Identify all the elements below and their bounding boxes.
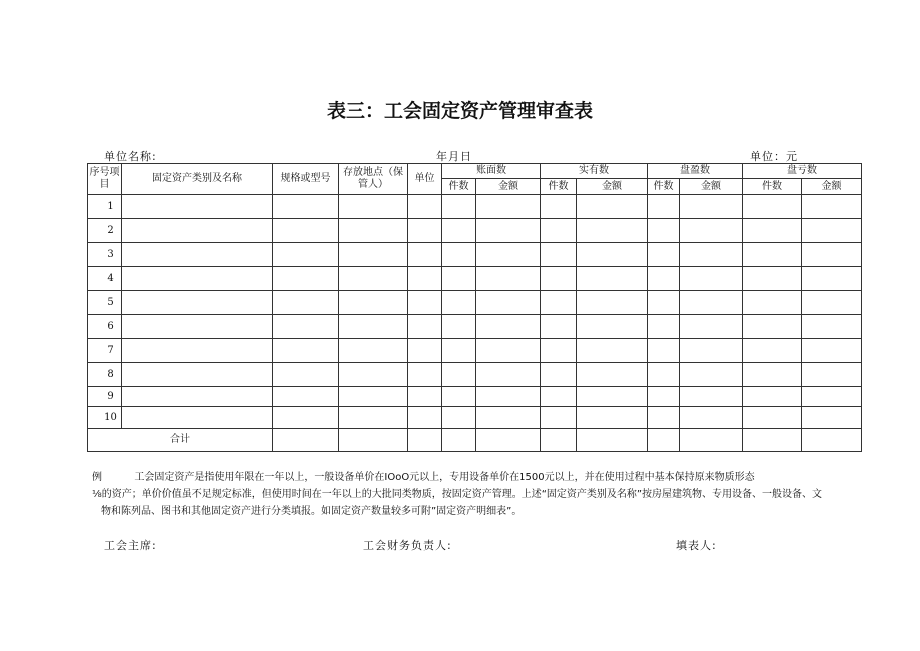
row-number: 9 [88, 387, 122, 407]
table-row [88, 407, 862, 429]
table-cell [408, 339, 442, 363]
table-cell [577, 195, 648, 219]
table-cell [408, 195, 442, 219]
unit-label: 单位：元 [750, 150, 798, 163]
header-surplus-count: 盘盈数 [648, 164, 743, 179]
row-number: 8 [88, 363, 122, 387]
table-cell [408, 219, 442, 243]
table-cell [743, 243, 802, 267]
table-cell [541, 195, 577, 219]
table-cell [802, 339, 862, 363]
table-cell [408, 363, 442, 387]
row-number: 4 [88, 267, 122, 291]
table-cell [743, 387, 802, 407]
table-cell [339, 195, 408, 219]
table-cell [273, 429, 339, 452]
table-cell [802, 195, 862, 219]
row-number: 6 [88, 315, 122, 339]
table-cell [648, 291, 680, 315]
notes-prefix: 例 [92, 472, 102, 483]
table-cell [476, 267, 541, 291]
table-cell [476, 315, 541, 339]
table-cell [541, 363, 577, 387]
table-cell [339, 429, 408, 452]
table-cell [541, 243, 577, 267]
table-cell [577, 291, 648, 315]
table-cell [476, 363, 541, 387]
subheader-amount: 金额 [680, 179, 743, 195]
table-cell [541, 315, 577, 339]
table-cell [339, 387, 408, 407]
table-cell [577, 363, 648, 387]
table-cell [122, 407, 273, 429]
table-row [88, 219, 862, 243]
table-cell [577, 407, 648, 429]
table-cell [273, 267, 339, 291]
table-cell [122, 267, 273, 291]
table-cell [122, 219, 273, 243]
table-cell [680, 291, 743, 315]
table-row [88, 387, 862, 407]
table-cell [476, 387, 541, 407]
table-cell [577, 315, 648, 339]
table-cell [577, 219, 648, 243]
subheader-qty: 件数 [648, 179, 680, 195]
table-cell [802, 315, 862, 339]
table-cell [339, 243, 408, 267]
table-cell [541, 219, 577, 243]
table-cell [122, 387, 273, 407]
table-cell [442, 407, 476, 429]
table-cell [541, 429, 577, 452]
notes [92, 469, 882, 520]
table-cell [339, 363, 408, 387]
notes-line-2: ⅛的资产；单价价值虽不足规定标准，但使用时间在一年以上的大批同类物质，按固定资产管理。上述“固定资产类别及名称”按房屋建筑物、专用设备、一般设备、文 [92, 489, 823, 500]
table-cell [743, 429, 802, 452]
table-cell [743, 407, 802, 429]
table-cell [442, 315, 476, 339]
header-book-count: 账面数 [442, 164, 541, 179]
table-cell [442, 291, 476, 315]
table-cell [577, 387, 648, 407]
row-number: 3 [88, 243, 122, 267]
table-cell [680, 387, 743, 407]
table-cell [442, 363, 476, 387]
subheader-amount: 金额 [577, 179, 648, 195]
table-cell [442, 339, 476, 363]
table-cell [273, 219, 339, 243]
table-cell [541, 407, 577, 429]
table-row [88, 315, 862, 339]
row-number: 5 [88, 291, 122, 315]
table-cell [339, 219, 408, 243]
table-cell [122, 291, 273, 315]
table-cell [743, 339, 802, 363]
table-cell [648, 407, 680, 429]
header-deficit-count: 盘亏数 [743, 164, 862, 179]
table-cell [339, 291, 408, 315]
table-cell [408, 291, 442, 315]
table-cell [680, 315, 743, 339]
table-cell [122, 339, 273, 363]
table-cell [648, 339, 680, 363]
asset-audit-table [87, 163, 862, 452]
table-cell [680, 429, 743, 452]
table-cell [273, 339, 339, 363]
header-spec: 规格或型号 [273, 164, 339, 195]
notes-line-1: 工会固定资产是指使用年限在一年以上，一般设备单价在IOoO元以上，专用设备单价在1500元以上，并在使用过程中基本保持原来物质形态 [134, 472, 755, 483]
table-cell [339, 407, 408, 429]
table-cell [802, 429, 862, 452]
table-cell [680, 407, 743, 429]
table-cell [273, 291, 339, 315]
table-cell [541, 339, 577, 363]
table-cell [680, 339, 743, 363]
table-cell [743, 291, 802, 315]
table-cell [743, 315, 802, 339]
table-cell [802, 219, 862, 243]
table-cell [648, 315, 680, 339]
table-cell [648, 243, 680, 267]
table-row [88, 363, 862, 387]
row-number: 10 [88, 407, 122, 429]
table-cell [442, 219, 476, 243]
table-cell [442, 195, 476, 219]
table-row [88, 267, 862, 291]
header-seq: 序号项目 [88, 164, 122, 195]
table-cell [339, 339, 408, 363]
table-cell [273, 387, 339, 407]
table-cell [743, 195, 802, 219]
header-asset-name: 固定资产类别及名称 [122, 164, 273, 195]
header-location: 存放地点（保管人） [339, 164, 408, 195]
date-label: 年月日 [436, 150, 472, 163]
table-cell [408, 243, 442, 267]
notes-line-3: 物和陈列品、图书和其他固定资产进行分类填报。如固定资产数量较多可附”固定资产明细表”。 [101, 506, 522, 517]
table-cell [577, 243, 648, 267]
table-cell [476, 291, 541, 315]
table-cell [273, 407, 339, 429]
table-cell [541, 291, 577, 315]
table-cell [648, 195, 680, 219]
table-cell [408, 407, 442, 429]
table-cell [802, 387, 862, 407]
subheader-qty: 件数 [541, 179, 577, 195]
table-row [88, 243, 862, 267]
table-cell [680, 267, 743, 291]
table-cell [122, 243, 273, 267]
table-cell [541, 267, 577, 291]
table-cell [802, 267, 862, 291]
subheader-qty: 件数 [442, 179, 476, 195]
footer-filler: 填表人: [676, 539, 717, 552]
page-title: 表三：工会固定资产管理审查表 [326, 100, 593, 122]
table-cell [743, 219, 802, 243]
table-cell [680, 243, 743, 267]
table-cell [648, 429, 680, 452]
table-cell [648, 219, 680, 243]
table-cell [476, 429, 541, 452]
table-cell [408, 267, 442, 291]
table-cell [541, 387, 577, 407]
table-cell [122, 315, 273, 339]
table-cell [273, 195, 339, 219]
table-cell [339, 267, 408, 291]
table-cell [680, 219, 743, 243]
table-cell [408, 315, 442, 339]
table-cell [273, 363, 339, 387]
table-cell [408, 429, 442, 452]
table-cell [577, 339, 648, 363]
table-cell [273, 315, 339, 339]
table-cell [802, 407, 862, 429]
table-cell [442, 243, 476, 267]
table-cell [442, 429, 476, 452]
table-cell [802, 291, 862, 315]
footer-finance: 工会财务负责人: [363, 539, 452, 552]
table-cell [476, 219, 541, 243]
table-cell [339, 315, 408, 339]
table-cell [680, 195, 743, 219]
table-row [88, 195, 862, 219]
total-label: 合计 [88, 429, 273, 452]
table-cell [476, 407, 541, 429]
table-cell [648, 363, 680, 387]
table-cell [476, 195, 541, 219]
row-number: 1 [88, 195, 122, 219]
subheader-qty: 件数 [743, 179, 802, 195]
table-cell [442, 267, 476, 291]
subheader-amount: 金额 [476, 179, 541, 195]
header-unit: 单位 [408, 164, 442, 195]
table-row [88, 339, 862, 363]
subheader-amount: 金额 [802, 179, 862, 195]
table-cell [648, 387, 680, 407]
table-cell [122, 363, 273, 387]
table-row [88, 291, 862, 315]
table-cell [743, 267, 802, 291]
total-row [88, 429, 862, 452]
table-cell [476, 243, 541, 267]
table-cell [442, 387, 476, 407]
table-cell [802, 243, 862, 267]
table-cell [743, 363, 802, 387]
table-cell [408, 387, 442, 407]
table-cell [273, 243, 339, 267]
table-cell [577, 267, 648, 291]
table-cell [577, 429, 648, 452]
footer-chairman: 工会主席: [104, 539, 157, 552]
table-cell [122, 195, 273, 219]
row-number: 2 [88, 219, 122, 243]
row-number: 7 [88, 339, 122, 363]
table-cell [680, 363, 743, 387]
table-cell [648, 267, 680, 291]
unit-name-label: 单位名称: [104, 150, 157, 163]
table-cell [802, 363, 862, 387]
header-actual-count: 实有数 [541, 164, 648, 179]
table-cell [476, 339, 541, 363]
